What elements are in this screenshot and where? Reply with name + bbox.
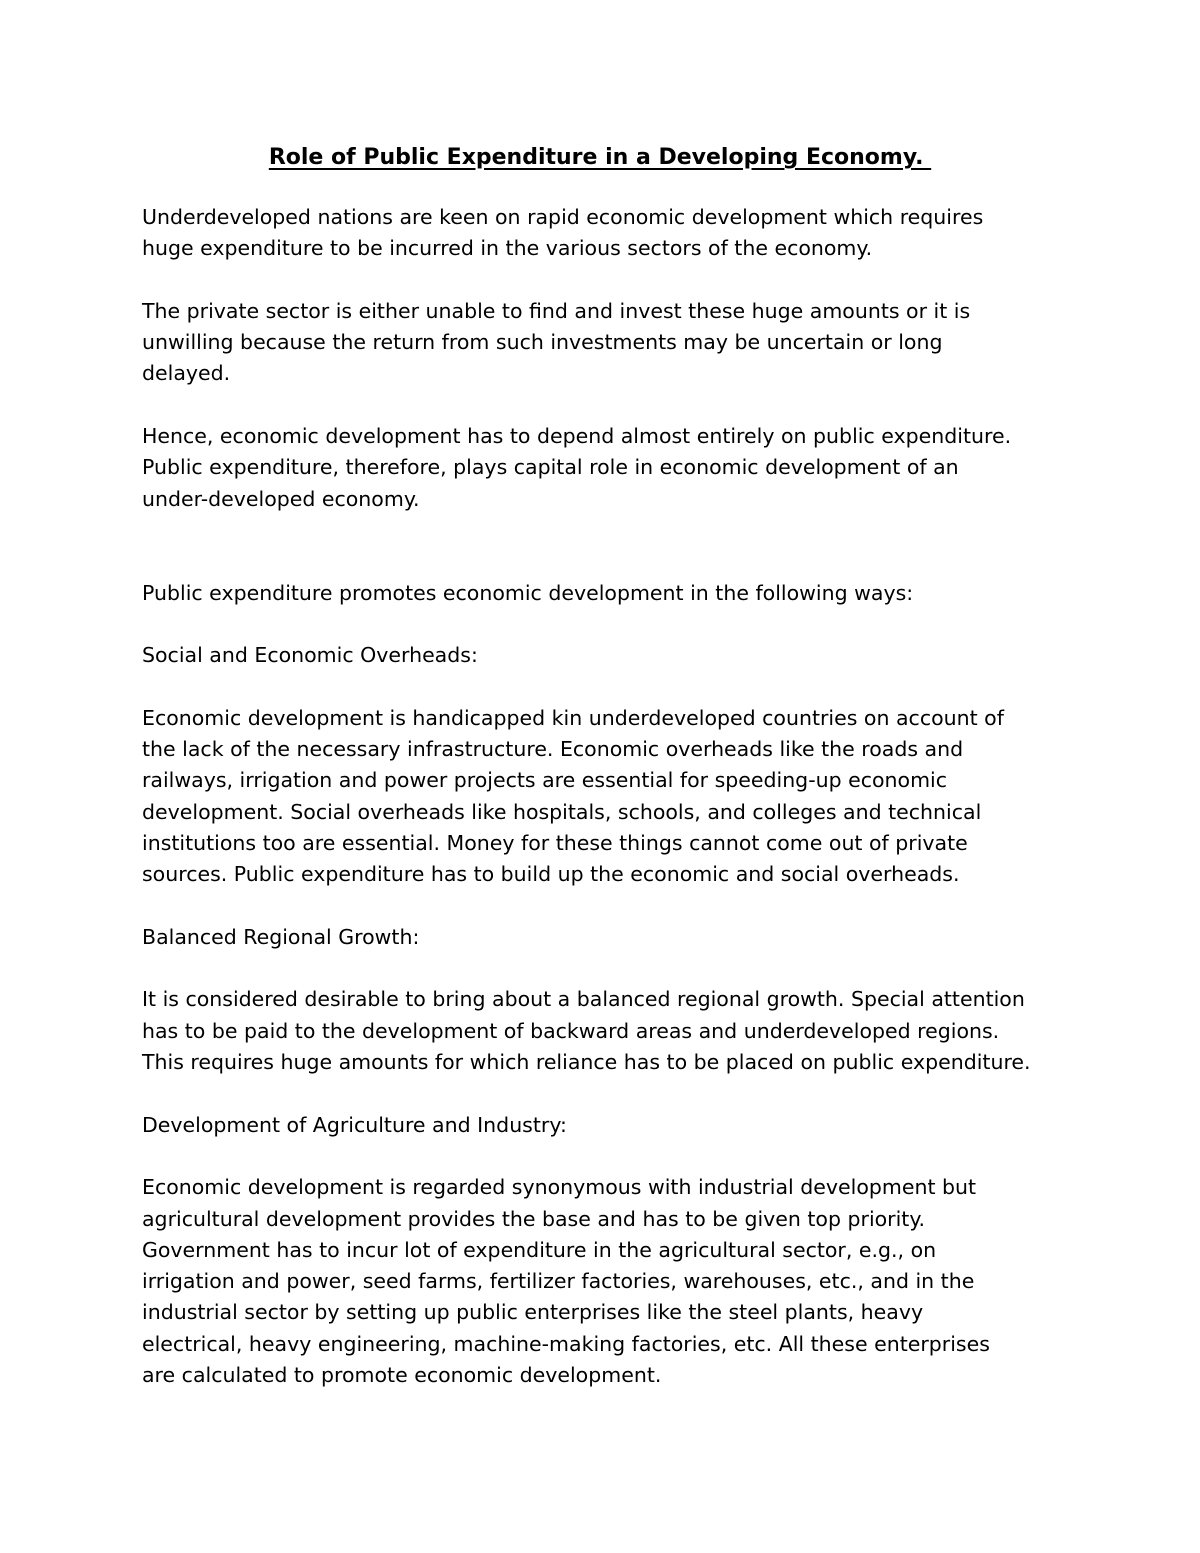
paragraph-line: Underdeveloped nations are keen on rapid economic development which requires (142, 205, 984, 229)
paragraph-line: institutions too are essential. Money for these things cannot come out of private (142, 830, 968, 855)
paragraph-line: the lack of the necessary infrastructure. Economic overheads like the roads and (142, 737, 964, 762)
paragraph-hence (142, 421, 1082, 515)
paragraph-overheads (142, 703, 1082, 891)
section-heading: Development of Agriculture and Industry: (142, 1112, 567, 1137)
paragraph-line: unwilling because the return from such investments may be uncertain or long (142, 330, 943, 355)
paragraph-line: under-developed economy. (142, 486, 420, 511)
paragraph-line: irrigation and power, seed farms, fertilizer factories, warehouses, etc., and in the (142, 1269, 975, 1294)
paragraph-line: Government has to incur lot of expenditure in the agricultural sector, e.g., on (142, 1237, 937, 1262)
paragraph-line: agricultural development provides the base and has to be given top priority. (142, 1206, 926, 1231)
paragraph-line: huge expenditure to be incurred in the various sectors of the economy. (142, 236, 873, 261)
paragraph-private-sector (142, 296, 1082, 390)
heading-social-economic-overheads (142, 640, 1082, 671)
paragraph-line: railways, irrigation and power projects are essential for speeding-up economic (142, 768, 948, 793)
heading-balanced-regional-growth (142, 922, 1082, 953)
paragraph-line: industrial sector by setting up public enterprises like the steel plants, heavy (142, 1300, 924, 1325)
paragraph-line: Public expenditure promotes economic development in the following ways: (142, 580, 914, 605)
paragraph-line: sources. Public expenditure has to build up the economic and social overheads. (142, 862, 960, 887)
paragraph-line: delayed. (142, 361, 231, 386)
paragraph-line: Economic development is regarded synonymous with industrial development but (142, 1175, 977, 1200)
paragraph-line: Public expenditure, therefore, plays capital role in economic development of an (142, 455, 959, 480)
paragraph-regional-growth (142, 984, 1082, 1078)
paragraph-agriculture-industry (142, 1172, 1082, 1391)
document-body (142, 202, 1082, 1423)
document-title: Role of Public Expenditure in a Developing Economy. (268, 145, 932, 170)
paragraph-line: It is considered desirable to bring about a balanced regional growth. Special attention (142, 987, 1025, 1012)
paragraph-line: Economic development is handicapped kin underdeveloped countries on account of (142, 705, 1004, 730)
paragraph-line: This requires huge amounts for which reliance has to be placed on public expenditure. (142, 1050, 1031, 1075)
paragraph-line: electrical, heavy engineering, machine-making factories, etc. All these enterprises (142, 1331, 990, 1356)
section-heading: Social and Economic Overheads: (142, 643, 478, 668)
paragraph-intro (142, 202, 1082, 265)
paragraph-line: The private sector is either unable to find and invest these huge amounts or it is (142, 298, 971, 323)
paragraph-line: are calculated to promote economic development. (142, 1362, 662, 1387)
paragraph-ways (142, 578, 1082, 609)
paragraph-line: Hence, economic development has to depend almost entirely on public expenditure. (142, 424, 1012, 449)
section-heading: Balanced Regional Growth: (142, 924, 420, 949)
heading-agriculture-industry (142, 1110, 1082, 1141)
paragraph-line: development. Social overheads like hospitals, schools, and colleges and technical (142, 799, 982, 824)
paragraph-line: has to be paid to the development of backward areas and underdeveloped regions. (142, 1018, 1000, 1043)
